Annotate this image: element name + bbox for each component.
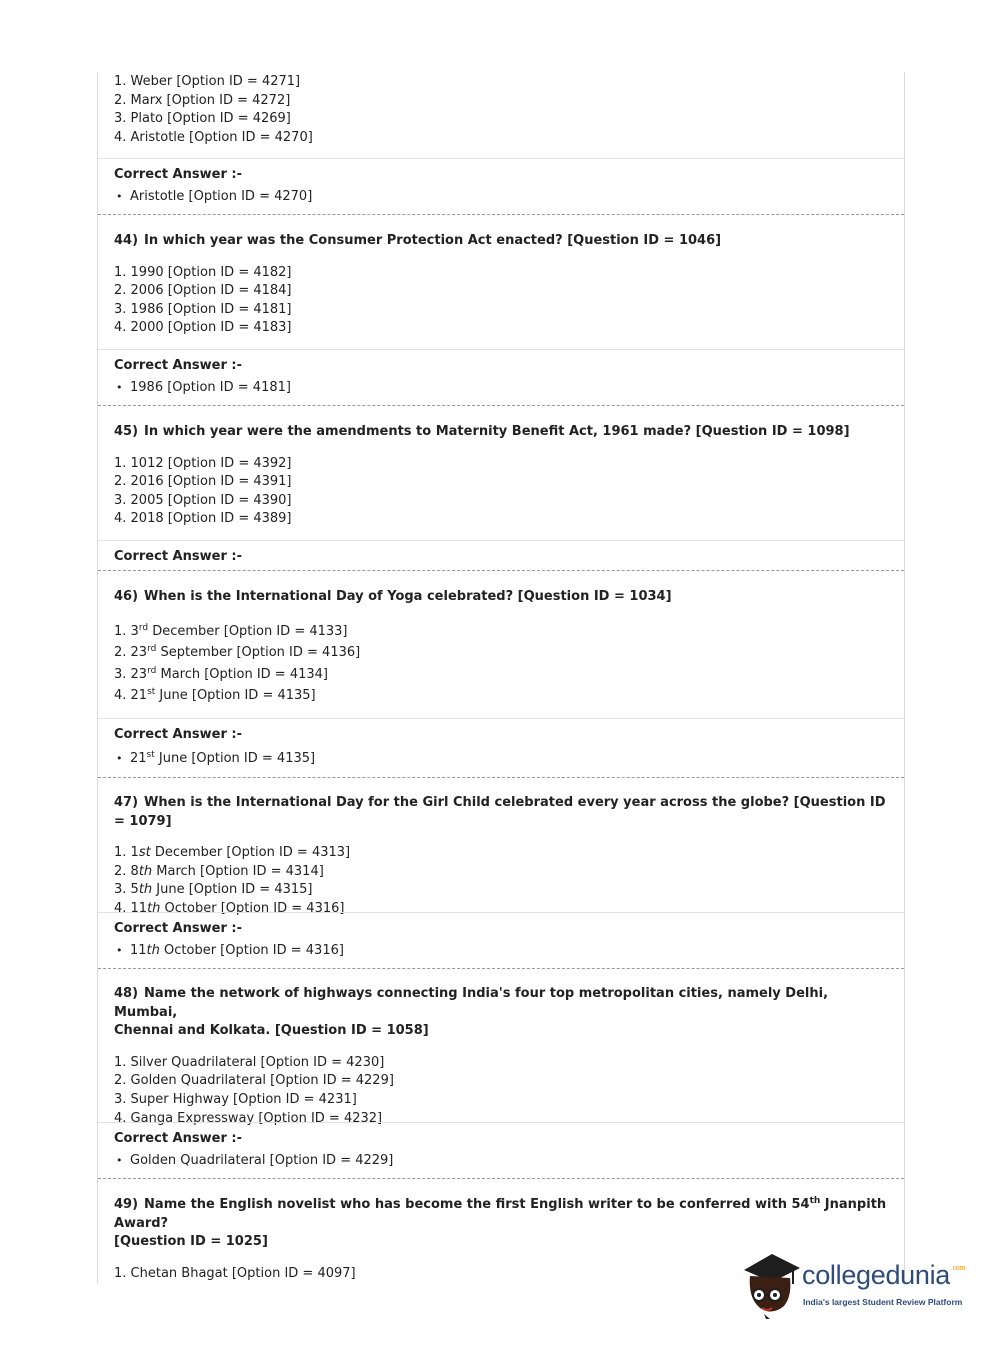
option-rest: March [Option ID = 4314] (152, 863, 324, 879)
option-rest: June [Option ID = 4315] (152, 882, 313, 898)
brand-text: collegedunia (802, 1260, 951, 1290)
option-item: 2. Golden Quadrilateral [Option ID = 4229] (114, 1073, 394, 1089)
option-item: 1. Chetan Bhagat [Option ID = 4097] (114, 1265, 356, 1281)
option-item (114, 621, 904, 643)
correct-answer-item (98, 1152, 904, 1170)
option-item: 4. Ganga Expressway [Option ID = 4232] (114, 1110, 383, 1126)
correct-answer-text: Aristotle [Option ID = 4270] (130, 189, 313, 204)
question-separator (98, 968, 904, 969)
question-43 (98, 72, 904, 147)
question-text (98, 423, 904, 442)
correct-answer-title: Correct Answer :- (114, 921, 242, 936)
option-suffix: rd (147, 644, 157, 655)
question-body: Name the network of highways connecting India's four top metropolitan cities, namely Delhi, Mumbai, (114, 986, 829, 1020)
option-prefix: 1. 3 (114, 623, 139, 639)
bullet-icon: • (116, 381, 123, 394)
option-rest: September [Option ID = 4136] (156, 645, 361, 661)
correct-answer-item (98, 379, 904, 397)
correct-answer-box (98, 1122, 904, 1179)
option-item: 3. 2005 [Option ID = 4390] (114, 492, 292, 508)
correct-answer-title: Correct Answer :- (114, 727, 242, 742)
option-item: 1. 1990 [Option ID = 4182] (114, 264, 292, 280)
option-item: 3. Super Highway [Option ID = 4231] (114, 1091, 357, 1107)
option-item: 3. 1986 [Option ID = 4181] (114, 301, 292, 317)
question-body: In which year was the Consumer Protection Act enacted? [Question ID = 1046] (144, 233, 722, 248)
option-item: 2. 2006 [Option ID = 4184] (114, 283, 292, 299)
answer-rest: June [Option ID = 4135] (154, 751, 316, 766)
question-sup: th (809, 1196, 821, 1206)
brand-name (802, 1260, 965, 1291)
option-item: 4. 2018 [Option ID = 4389] (114, 511, 292, 527)
option-suffix: rd (147, 665, 157, 676)
option-item: 1. Weber [Option ID = 4271] (114, 74, 301, 89)
answer-suffix: th (146, 943, 160, 958)
option-item: 2. Marx [Option ID = 4272] (114, 92, 291, 108)
correct-answer-box (98, 158, 904, 215)
correct-answer-box (98, 718, 904, 778)
option-prefix: 2. 8 (114, 863, 139, 879)
question-number: 44) (114, 233, 139, 248)
bullet-icon: • (116, 944, 123, 957)
option-item: 3. Plato [Option ID = 4269] (114, 111, 291, 127)
question-text (98, 232, 904, 251)
option-prefix: 4. 21 (114, 688, 148, 704)
question-text (98, 794, 904, 831)
question-46 (98, 588, 904, 707)
correct-answer-title: Correct Answer :- (114, 358, 242, 373)
question-47 (98, 794, 904, 919)
question-number: 45) (114, 424, 139, 439)
correct-answer-box (98, 912, 904, 969)
correct-answer-title: Correct Answer :- (114, 549, 242, 564)
bullet-icon: • (116, 190, 123, 203)
option-item (114, 642, 904, 664)
brand-domain: .com (951, 1265, 966, 1272)
correct-answer-title: Correct Answer :- (114, 1131, 242, 1146)
option-suffix: th (138, 863, 153, 879)
options-list (98, 844, 904, 918)
answer-prefix: 11 (130, 943, 147, 958)
option-item: 1. 1012 [Option ID = 4392] (114, 455, 292, 471)
option-suffix: st (147, 687, 156, 698)
answer-prefix: 21 (130, 751, 147, 766)
question-text (98, 588, 904, 607)
option-prefix: 3. 23 (114, 666, 148, 682)
options-list (98, 264, 904, 338)
bullet-icon: • (116, 752, 123, 765)
option-prefix: 4. 11 (114, 900, 148, 916)
option-suffix: rd (138, 622, 149, 633)
option-suffix: th (138, 882, 153, 898)
correct-answer-item (98, 942, 904, 960)
option-prefix: 3. 5 (114, 882, 139, 898)
correct-answer-box (98, 349, 904, 406)
question-number: 46) (114, 589, 139, 604)
option-item (114, 881, 904, 900)
question-body: In which year were the amendments to Maternity Benefit Act, 1961 made? [Question ID = 1098] (144, 424, 850, 439)
bullet-icon: • (116, 1154, 123, 1167)
question-number: 47) (114, 795, 139, 810)
correct-answer-text: 1986 [Option ID = 4181] (130, 380, 291, 395)
question-separator (98, 1178, 904, 1179)
correct-answer-item (98, 750, 904, 768)
question-45 (98, 423, 904, 529)
option-item: 2. 2016 [Option ID = 4391] (114, 474, 292, 490)
option-rest: October [Option ID = 4316] (160, 900, 345, 916)
option-suffix: th (147, 900, 161, 916)
option-prefix: 1. 1 (114, 845, 139, 861)
option-rest: December [Option ID = 4133] (148, 623, 348, 639)
exam-page (97, 72, 905, 1283)
option-item (114, 863, 904, 882)
question-48 (98, 985, 904, 1128)
question-body-line2: [Question ID = 1025] (114, 1234, 268, 1250)
question-separator (98, 405, 904, 406)
answer-rest: October [Option ID = 4316] (159, 943, 344, 958)
question-text (98, 985, 904, 1041)
correct-answer-item (98, 188, 904, 206)
question-separator (98, 570, 904, 571)
question-separator (98, 214, 904, 215)
option-item: 4. Aristotle [Option ID = 4270] (114, 129, 313, 145)
options-list (98, 72, 904, 147)
correct-answer-text: Golden Quadrilateral [Option ID = 4229] (130, 1153, 394, 1168)
option-prefix: 2. 23 (114, 645, 148, 661)
option-item: 4. 2000 [Option ID = 4183] (114, 320, 292, 336)
option-suffix: st (138, 845, 151, 861)
options-list (98, 455, 904, 529)
option-item (114, 664, 904, 686)
question-separator (98, 777, 904, 778)
question-number: 49) (114, 1197, 139, 1212)
correct-answer-title: Correct Answer :- (114, 167, 242, 182)
question-body-end: Jnanpith Award? (114, 1197, 887, 1231)
brand-tagline: India's largest Student Review Platform (803, 1297, 963, 1307)
question-body: When is the International Day for the Girl Child celebrated every year across the globe? [Question ID = 1079] (114, 795, 886, 829)
option-item (114, 844, 904, 863)
answer-suffix: st (146, 750, 155, 760)
option-rest: December [Option ID = 4313] (150, 845, 351, 861)
question-text (98, 1196, 904, 1252)
question-body-line2: Chennai and Kolkata. [Question ID = 1058] (114, 1023, 429, 1039)
option-rest: March [Option ID = 4134] (156, 666, 328, 682)
option-item: 1. Silver Quadrilateral [Option ID = 4230] (114, 1054, 385, 1070)
question-body: Name the English novelist who has become the first English writer to be conferred with 54 (144, 1197, 810, 1212)
collegedunia-logo (740, 1248, 970, 1320)
options-list (98, 621, 904, 707)
option-item (114, 685, 904, 707)
correct-answer-box (98, 540, 904, 571)
question-44 (98, 232, 904, 338)
question-number: 48) (114, 986, 139, 1001)
option-rest: June [Option ID = 4135] (155, 688, 316, 704)
question-body: When is the International Day of Yoga celebrated? [Question ID = 1034] (144, 589, 672, 604)
options-list (98, 1054, 904, 1128)
graduate-mascot-icon (740, 1248, 804, 1320)
